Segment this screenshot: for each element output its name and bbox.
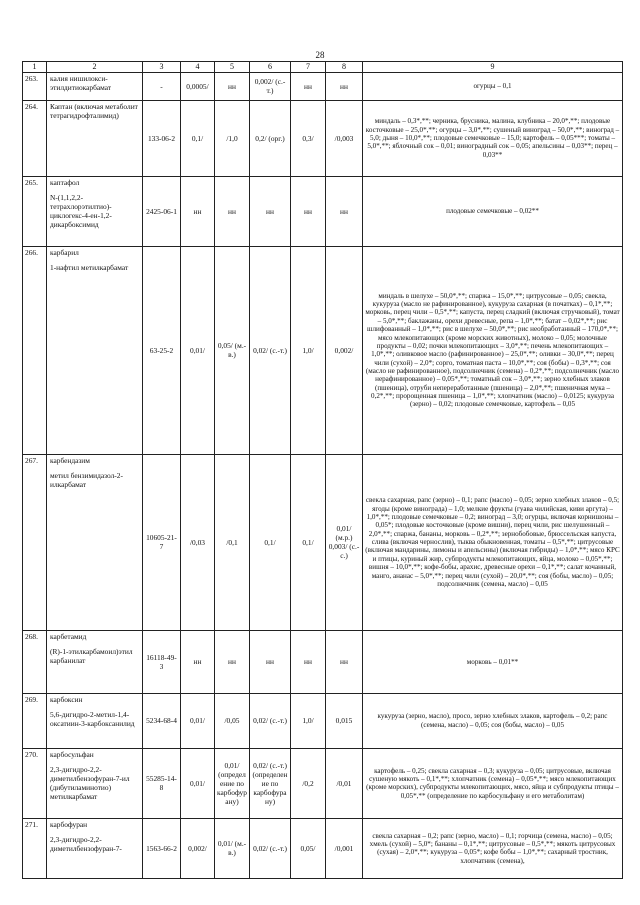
table-row (23, 818, 623, 878)
cas-number: 10605-21-7 (143, 454, 181, 630)
value-col5: 0,01/ (м.-в.) (215, 818, 250, 878)
value-col8: 0,01/ (м.р.) 0,003/ (с.-с.) (326, 454, 363, 630)
substance-name: каптафол (50, 177, 80, 187)
value-col6: 0,2/ (орг.) (250, 100, 291, 176)
table-row (23, 454, 623, 630)
table-row (23, 693, 623, 748)
value-col6: 0,002/ (с.-т.) (250, 72, 291, 100)
value-col5: нн (215, 176, 250, 246)
substance-name-cell (47, 630, 143, 693)
chemical-name: (R)-1-этилкарбамоил)этил карбанилат (50, 646, 133, 665)
header-cell: 6 (250, 62, 291, 73)
cas-number: 5234-68-4 (143, 693, 181, 748)
value-col4: 0,002/ (181, 818, 215, 878)
cas-number: 16118-49-3 (143, 630, 181, 693)
residue-limits: миндаль в шелухе – 50,0*,**; спаржа – 15,0*,**; цитрусовые – 0,05; свекла, кукуруза (масло не рафинированное), кукуруза сахарная (в початках) – 0,1*,**; морковь, перец чили – 0,5*,**; капуста, перец сладкий (включая стручковый), томат – 5,0*,**; баклажаны, орехи древесные, репа – 1,0*,**; батат – 0,02*,**; рис шлифованный – 1,0*,**; рис в шелухе – 50,0*,**; рис необработанный – 170,0*,**; мясо млекопитающих (кроме морских животных), молоко – 0,05; молочные продукты – 0,02; почки млекопитающих – 3,0*,**; печень млекопитающих – 1,0*,**; оливковое масло (рафинированное) – 25,0*,**; оливки – 30,0*,**; перец чили (сухой) – 2,0*; сорго, томатная паста – 10,0*,**; соя (бобы) – 0,3*,**; соя (масло не рафинированное), подсолнечник (семена) – 0,2*,**; подсолнечник (масло нерафинированное) – 0,05*,**; томатный сок – 3,0*,**; зерно хлебных злаков (пшеница), отруби непереработанные (пшеница) – 2,0*,**; пшеничная мука – 0,2*,**; пророщенная пшеница – 1,0*,**; хлопчатник (масло) – 0,0125; кукуруза (зерно) – 0,02; плодовые семечковые, картофель – 0,05 (363, 246, 623, 454)
value-col5: нн (215, 72, 250, 100)
pesticide-table (22, 61, 623, 879)
substance-name-cell (47, 748, 143, 818)
chemical-name: N-(1,1,2,2-тетрахлорэтилтио)-циклогекс-4-ен-1,2-дикарбоксимид (50, 192, 112, 229)
header-row (23, 62, 623, 73)
table-row (23, 72, 623, 100)
row-number: 269. (23, 693, 47, 748)
substance-name: карбоксин (50, 694, 83, 704)
value-col5: 0,05/ (м.-в.) (215, 246, 250, 454)
residue-limits: плодовые семечковые – 0,02** (363, 176, 623, 246)
value-col4: нн (181, 176, 215, 246)
substance-name: карбофуран (50, 819, 88, 829)
header-cell: 7 (291, 62, 326, 73)
value-col7: 0,1/ (291, 454, 326, 630)
value-col7: 1,0/ (291, 246, 326, 454)
header-cell: 9 (363, 62, 623, 73)
substance-name: карбосульфан (50, 749, 94, 759)
value-col6: 0,1/ (250, 454, 291, 630)
table-row (23, 630, 623, 693)
residue-limits: миндаль – 0,3*,**; черника, брусника, малина, клубника – 20,0*,**; плодовые косточковые – 25,0*,**; огурцы – 3,0*,**; сушеный виноград – 50,0*,**; виноград – 5,0; дыня – 10,0*,**; плодовые семечковые – 15,0; картофель – 0,05***; томаты – 5,0*,**; яблочный сок – 0,01; виноградный сок – 0,05; апельсины – 0,03**; перец – 0,03** (363, 100, 623, 176)
residue-limits: картофель – 0,25; свекла сахарная – 0,3; кукуруза – 0,05; цитрусовые, включая сушеную мякоть – 0,1*,**; хлопчатник (семена) – 0,05*,**; мясо млекопитающих (кроме морских), субпродукты млекопитающих, мясо, яйца и субпродукты птицы – 0,05*,** (определение по карбосульфану и его метаболитам) (363, 748, 623, 818)
residue-limits: свекла сахарная – 0,2; рапс (зерно, масло) – 0,1; горчица (семена, масло) – 0,05; хмель (сухой) – 5,0*; бананы – 0,1*,**; цитрусовые – 0,5*,**; мякоть цитрусовых (сухая) – 2,0*,**; кукуруза – 0,05*; кофе бобы – 1,0*,**; сахарный тростник, хлопчатник (семена), (363, 818, 623, 878)
row-number: 270. (23, 748, 47, 818)
value-col8: /0,001 (326, 818, 363, 878)
residue-limits: морковь – 0,01** (363, 630, 623, 693)
cas-number: 63-25-2 (143, 246, 181, 454)
value-col8: нн (326, 630, 363, 693)
table-row (23, 246, 623, 454)
value-col8: нн (326, 72, 363, 100)
row-number: 265. (23, 176, 47, 246)
chemical-name: 1-нафтил метилкарбамат (50, 262, 129, 272)
substance-name: карбетамид (50, 631, 87, 641)
table-row (23, 176, 623, 246)
substance-name-cell (47, 818, 143, 878)
value-col8: нн (326, 176, 363, 246)
value-col4: 0,1/ (181, 100, 215, 176)
substance-name-cell (47, 72, 143, 100)
row-number: 264. (23, 100, 47, 176)
value-col5: /0,05 (215, 693, 250, 748)
value-col6: 0,02/ (с.-т.) (определение по карбофурану) (250, 748, 291, 818)
row-number: 266. (23, 246, 47, 454)
cas-number: - (143, 72, 181, 100)
chemical-name: 2,3-дигидро-2,2-диметилбензофуран-7- (50, 834, 122, 853)
value-col4: 0,01/ (181, 748, 215, 818)
header-cell: 2 (47, 62, 143, 73)
value-col8: 0,002/ (326, 246, 363, 454)
table-row (23, 100, 623, 176)
row-number: 263. (23, 72, 47, 100)
row-number: 271. (23, 818, 47, 878)
value-col4: нн (181, 630, 215, 693)
value-col7: нн (291, 176, 326, 246)
substance-name-cell (47, 100, 143, 176)
substance-name: Каптан (включая метаболит тетрагидрофталимид) (50, 101, 138, 120)
value-col5: 0,01/ (определение по карбофурану) (215, 748, 250, 818)
header-cell: 3 (143, 62, 181, 73)
page-number: 28 (315, 50, 325, 60)
value-col6: нн (250, 176, 291, 246)
header-cell: 5 (215, 62, 250, 73)
residue-limits: кукуруза (зерно, масло), просо, зерно хлебных злаков, картофель – 0,2; рапс (семена, масло) – 0,05; соя (бобы, масло) – 0,05 (363, 693, 623, 748)
value-col8: /0,003 (326, 100, 363, 176)
value-col4: /0,03 (181, 454, 215, 630)
substance-name-cell (47, 176, 143, 246)
chemical-name: 5,6-дигидро-2-метил-1,4-оксатиин-3-карбоксанилид (50, 709, 135, 728)
row-number: 268. (23, 630, 47, 693)
table-row (23, 748, 623, 818)
value-col6: нн (250, 630, 291, 693)
value-col5: /0,1 (215, 454, 250, 630)
value-col7: 0,05/ (291, 818, 326, 878)
cas-number: 1563-66-2 (143, 818, 181, 878)
value-col5: нн (215, 630, 250, 693)
substance-name: карбарил (50, 247, 79, 257)
value-col6: 0,02/ (с.-т.) (250, 246, 291, 454)
substance-name: карбендазим (50, 455, 90, 465)
residue-limits: свекла сахарная, рапс (зерно) – 0,1; рапс (масло) – 0,05; зерно хлебных злаков – 0,5; ягоды (кроме винограда) – 1,0; мелкие фрукты (гуава чилийская, киви аргута) – 1,0*,**; плодовые семечковые – 0,2; виноград – 3,0; огурцы, включая корнишоны – 0,05*; плодовые косточковые (кроме вишни), перец чили, рис шелушенный – 2,0*,**; спаржа, бананы, морковь – 0,2*,**; зернобобовые, брюссельская капуста, слива (включая чернослив), тыква обыкновенная, томаты – 0,5*,**; цитрусовые (включая мандарины, лимоны и апельсины) (включая гибриды) – 1,0*,**; мясо КРС и птицы, куриный жир, субпродукты млекопитающих, яйца, молоко – 0,05*,**; вишня – 10,0*,**; кофе-бобы, арахис, древесные орехи – 0,1*,**; салат кочанный, манго, ананас – 5,0*,**; перец чили (сухой) – 20,0*,**; соя (бобы, масло) – 0,05; подсолнечник (семена, масло) – 0,05 (363, 454, 623, 630)
value-col5: /1,0 (215, 100, 250, 176)
cas-number: 55285-14-8 (143, 748, 181, 818)
header-cell: 8 (326, 62, 363, 73)
value-col7: нн (291, 630, 326, 693)
value-col7: нн (291, 72, 326, 100)
value-col7: /0,2 (291, 748, 326, 818)
value-col4: 0,01/ (181, 693, 215, 748)
substance-name-cell (47, 246, 143, 454)
substance-name-cell (47, 454, 143, 630)
value-col8: 0,015 (326, 693, 363, 748)
substance-name-cell (47, 693, 143, 748)
row-number: 267. (23, 454, 47, 630)
value-col7: 0,3/ (291, 100, 326, 176)
cas-number: 133-06-2 (143, 100, 181, 176)
value-col6: 0,02/ (с.-т.) (250, 818, 291, 878)
value-col4: 0,01/ (181, 246, 215, 454)
value-col7: 1,0/ (291, 693, 326, 748)
value-col6: 0,02/ (с.-т.) (250, 693, 291, 748)
substance-name: калия нишилокси-этилдитиокарбамат (50, 73, 112, 92)
header-cell: 1 (23, 62, 47, 73)
chemical-name: метил бензимидазол-2-илкарбамат (50, 470, 123, 489)
cas-number: 2425-06-1 (143, 176, 181, 246)
chemical-name: 2,3-дигидро-2,2-диметилбензофуран-7-ил (дибутиламинотио) метилкарбамат (50, 764, 130, 801)
value-col8: /0,01 (326, 748, 363, 818)
residue-limits: огурцы – 0,1 (363, 72, 623, 100)
value-col4: 0,0005/ (181, 72, 215, 100)
header-cell: 4 (181, 62, 215, 73)
